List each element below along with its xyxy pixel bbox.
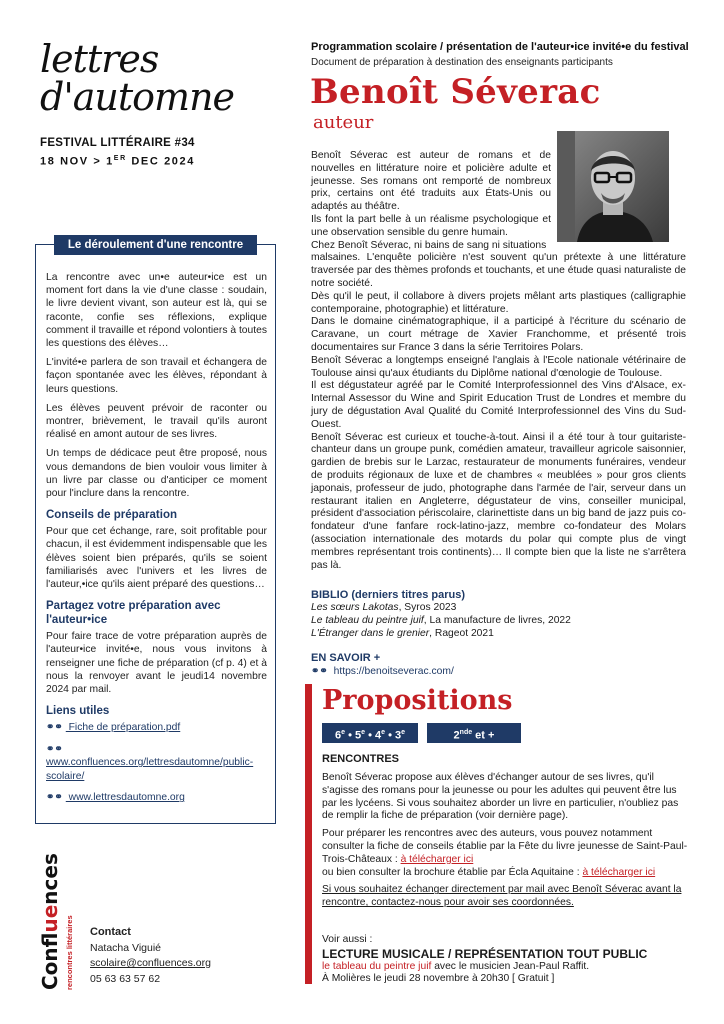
- bio-paragraph: Benoît Séverac est auteur de romans et de nouvelles en littérature noire et policière adulte et jeunesse. Ses romans ont remporté de nombreux prix, certains ont été traduits aux États-Unis ou adaptés au théâtre.: [311, 150, 551, 213]
- see-also-title: LECTURE MUSICALE / REPRÉSENTATION TOUT PUBLIC: [322, 946, 648, 961]
- encounter-info-box: [35, 239, 276, 824]
- see-also-when: À Molières le jeudi 28 novembre à 20h30 [ Gratuit ]: [322, 973, 555, 984]
- box-paragraph: La rencontre avec un•e auteur•ice est un moment fort dans la vie d'une classe : soudain, le livre devient vivant, son auteur est là, qui se raconte, confie ses réflexions, explique comment il travaille et répond volontiers à toutes les questions des élèves…: [46, 272, 267, 350]
- box-paragraph: Un temps de dédicace peut être proposé, nous vous demandons de bien vouloir vous limiter à un livre par classe ou d'anticiper ce moment pour l'inclure dans la rencontre.: [46, 448, 267, 500]
- contact-title: Contact: [90, 926, 131, 938]
- book-title: L'Étranger dans le grenier: [311, 627, 430, 639]
- rencontres-section: [322, 752, 692, 915]
- heading-liens: Liens utiles: [46, 705, 110, 718]
- book-details: , Syros 2023: [398, 602, 457, 613]
- link-text: www.lettresdautomne.org: [65, 792, 185, 804]
- link-text: www.confluences.org/lettresdautomne/public-scolaire/: [46, 757, 254, 782]
- wordmark-a: Confl: [38, 932, 62, 990]
- festival-dates: [40, 151, 195, 170]
- box-title: Le déroulement d'une rencontre: [54, 235, 257, 255]
- link-text: Fiche de préparation.pdf: [65, 722, 181, 734]
- bio-paragraph: Benoît Séverac est curieux et touche-à-tout. Ainsi il a été tour à tour guitariste-chanteur dans un groupe punk, comédien amateur, travailleur agricole saisonnier, gardien de brebis sur le Larzac, restaurateur de monuments funéraires, vendeur de produits régionaux de luxe et de chambres « meublées » pour gros clients japonais, professeur de judo, photographe dans l'armée de l'air, serveur dans un restaurant italien en Angleterre, dégustateur de vins, conseiller municipal, président d'association périscolaire, clarinettiste dans un big band de jazz puis co-fondateur d'une fanfare rock-latino-jazz, membre co-fondateur des Molars (association internationale des motards du polar qui compte plus de vingt membres représentant trois continents)… Il compte bien que la liste ne s'arrêtera pas là.: [311, 431, 686, 571]
- link-text: https://benoitseverac.com/: [330, 666, 454, 677]
- wordmark-c: nces: [38, 853, 62, 905]
- contact-block: [90, 925, 211, 987]
- propositions-accent-bar: [305, 684, 312, 984]
- confluences-tagline: rencontres littéraires: [65, 915, 74, 990]
- heading-partagez: Partagez votre préparation avec l'auteur•ice: [46, 600, 221, 627]
- program-subtitle: Document de préparation à destination des enseignants participants: [311, 57, 613, 68]
- book-details: , Rageot 2021: [429, 627, 494, 639]
- heading-conseils: Conseils de préparation: [46, 509, 178, 522]
- program-heading: Programmation scolaire / présentation de l'auteur•ice invité•e du festival: [311, 41, 689, 53]
- confluences-logo: [38, 853, 78, 990]
- text: ou bien consulter la brochure établie par Écla Aquitaine :: [322, 866, 583, 878]
- text: Pour préparer les rencontres avec des auteurs, vous pouvez notamment consulter la fiche de conseils établie par la Fête du livre jeunesse de Saint-Paul-Trois-Châteaux :: [322, 828, 688, 865]
- dates-sup: ER: [113, 155, 127, 162]
- link-confluences-scolaire[interactable]: [46, 743, 267, 784]
- show-musician: avec le musicien Jean-Paul Raffit.: [431, 960, 590, 972]
- festival-logo: [40, 37, 235, 119]
- box-paragraph: L'invité•e parlera de son travail et échangera de façon spontanée avec les élèves, répondant à leurs questions.: [46, 357, 267, 395]
- author-name: Benoît Séverac: [310, 72, 601, 112]
- contact-name: Natacha Viguié: [90, 941, 162, 954]
- book-title: Les sœurs Lakotas: [311, 602, 399, 613]
- see-also: [322, 934, 692, 986]
- see-also-desc: [322, 961, 692, 974]
- link-fiche-preparation[interactable]: [46, 721, 267, 735]
- chain-link-icon: ⚭⚭: [311, 666, 328, 677]
- bio-paragraph: malsaines. L'enquête policière n'est souvent qu'un prétexte à une littérature traversée par des thèmes profonds et touchants, et une étude quasi naturaliste de notre société.: [311, 252, 686, 289]
- confluences-wordmark: [38, 853, 62, 990]
- logo-line-1: lettres: [40, 37, 159, 81]
- chain-link-icon: ⚭⚭: [46, 792, 63, 804]
- box-paragraph: Pour faire trace de votre préparation auprès de l'auteur•ice invité•e, nous vous invitons à renseigner une fiche de préparation (cf p. 4) et à nous la renvoyer avant le jeudi14 novembre 2024 par mail.: [46, 631, 267, 696]
- link-lettresdautomne[interactable]: [46, 791, 267, 805]
- biblio-item: [311, 615, 686, 628]
- chain-link-icon: ⚭⚭: [46, 722, 63, 734]
- biblio-title: BIBLIO (derniers titres parus): [311, 589, 466, 601]
- contact-phone: 05 63 63 57 62: [90, 972, 161, 985]
- download-link-ecla[interactable]: à télécharger ici: [582, 866, 656, 878]
- book-details: , La manufacture de livres, 2022: [423, 614, 571, 626]
- author-biography: [311, 150, 686, 572]
- contact-email-link[interactable]: scolaire@confluences.org: [90, 957, 211, 969]
- biblio-item: [311, 628, 686, 641]
- show-title: le tableau du peintre juif: [322, 960, 432, 972]
- author-website-link[interactable]: [311, 666, 454, 677]
- learn-more-title: EN SAVOIR +: [311, 652, 381, 664]
- box-paragraph: Les élèves peuvent prévoir de raconter ou montrer, brièvement, le travail qu'ils auront réalisé en amont autour de ses livres.: [46, 402, 267, 441]
- see-also-label: Voir aussi :: [322, 934, 373, 945]
- bio-paragraph: Dès qu'il le peut, il collabore à divers projets mêlant arts plastiques (calligraphie contemporaine, photographie) et littérature.: [311, 290, 686, 315]
- level-badge-lycee: 2nde et +: [427, 723, 521, 743]
- bio-paragraph: Benoît Séverac a longtemps enseigné l'anglais à l'Ecole nationale vétérinaire de Toulouse ainsi qu'aux étudiants du Diplôme national d'œnologie de Toulouse.: [311, 354, 686, 379]
- book-title: Le tableau du peintre juif: [311, 614, 424, 626]
- bibliography: [311, 588, 686, 640]
- bio-paragraph: Dans le domaine cinématographique, il a participé à l'écriture du scénario de Caravane, un court métrage de Xavier Franchomme, et présenté trois documentaires sur France 3 dans la série Territoires Polars.: [311, 316, 686, 353]
- rencontres-title: RENCONTRES: [322, 753, 400, 765]
- rencontres-contact-note: Si vous souhaitez échanger directement par mail avec Benoît Séverac avant la rencontre, contactez-nous pour avoir ses coordonnées.: [322, 884, 682, 909]
- festival-name: FESTIVAL LITTÉRAIRE #34: [40, 137, 195, 149]
- biblio-item: [311, 602, 686, 615]
- level-badge-college: 6e • 5e • 4e • 3e: [322, 723, 418, 743]
- chain-link-icon: ⚭⚭: [46, 743, 63, 755]
- dates-end: DEC 2024: [126, 155, 195, 168]
- bio-paragraph: Ils font la part belle à un réalisme psychologique et une observation sensible du genre humain.: [311, 213, 551, 238]
- learn-more: [311, 651, 686, 678]
- rencontres-paragraph: [322, 828, 692, 879]
- bio-paragraph: Chez Benoît Séverac, ni bains de sang ni situations: [311, 239, 547, 251]
- festival-info: [40, 135, 195, 170]
- dates-start: 18 NOV > 1: [40, 155, 114, 168]
- wordmark-b: ue: [38, 904, 62, 933]
- logo-line-2: d'automne: [40, 75, 235, 119]
- rencontres-paragraph: Benoît Séverac propose aux élèves d'échanger autour de ses livres, qu'il s'agisse des romans pour la jeunesse ou pour les adultes qui peuvent être lus par les lycéens. Si vous souhaitez aborder un livre en particulier, n'oubliez pas de remplir la fiche de préparation (voir dernière page).: [322, 772, 679, 822]
- propositions-title: Propositions: [322, 685, 513, 716]
- bio-paragraph: Il est dégustateur agréé par le Comité Interprofessionnel des Vins d'Alsace, ex-Internal Assessor du Wine and Spirit Education Trust de Londres et membre du jury de dégustation Aval Qualité du Comité Interprofessionnel des Vins du Sud-Ouest.: [311, 380, 686, 430]
- author-role: auteur: [313, 112, 374, 133]
- download-link-fete-livre[interactable]: à télécharger ici: [400, 853, 474, 865]
- box-paragraph: Pour que cet échange, rare, soit profitable pour chacun, il est évidemment indispensable que les élèves soient bien préparés, qu'ils se soient familiarisés avec l'univers et les livres de l'auteur,•ice qu'ils aient préparé des questions…: [46, 526, 267, 591]
